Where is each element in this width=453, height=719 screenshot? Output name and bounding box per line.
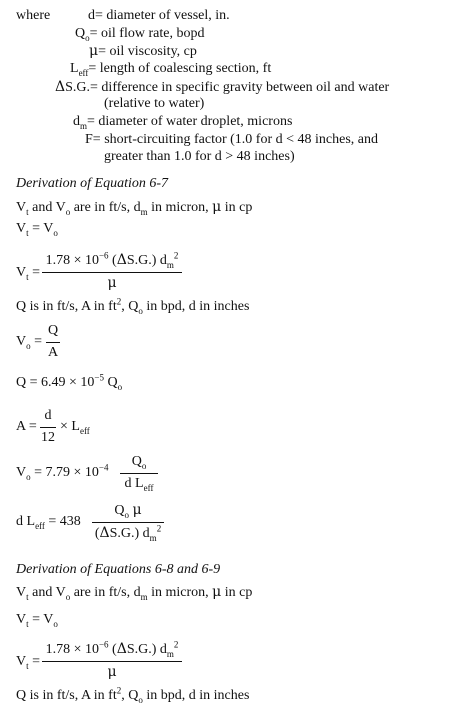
section1-eq-vo2-lhs: $V_o = 7.79 \times 10^{-4}$ xyxy=(16,462,109,482)
section2-units: $V_t$ and $V_o$ are in ft/s, $d_m$ in micron, μ in cp xyxy=(16,584,253,602)
section1-eq-vt-lhs: $V_t$ = xyxy=(16,265,41,282)
def-d: d= diameter of vessel, in. xyxy=(88,8,230,23)
def-leff: $L_{eff}=$ length of coalescing section, ft xyxy=(70,61,272,78)
section2-eq-vt-frac: $1.78 \times 10^{-6}$ (ΔS.G.) $d_m^2$ μ xyxy=(42,641,182,681)
def-dm: $d_m=$ diameter of water droplet, microns xyxy=(73,114,293,131)
section2-heading: Derivation of Equations 6-8 and 6-9 xyxy=(16,562,221,577)
where-label: where xyxy=(16,8,51,23)
def-f-cont: greater than 1.0 for d > 48 inches) xyxy=(104,149,295,164)
def-qo: $Q_o=$ oil flow rate, bopd xyxy=(75,26,205,43)
section1-eq-vt-frac: $1.78 \times 10^{-6}$ (ΔS.G.) $d_m^2$ μ xyxy=(42,252,182,292)
section1-eq-a-frac: d 12 xyxy=(41,408,55,445)
section2-eq-equal: $V_t = V_o$ xyxy=(16,612,58,629)
section1-units: $V_t$ and $V_o$ are in ft/s, $d_m$ in micron, μ in cp xyxy=(16,199,253,217)
def-f: F= short-circuiting factor (1.0 for d < 48 inches, and xyxy=(85,132,379,147)
section1-eq-q: $Q = 6.49 \times 10^{-5}$ $Q_o$ xyxy=(16,372,123,392)
section1-eq-vo-frac: Q A xyxy=(47,323,59,360)
section2-units2: Q is in ft/s, A in $ft^2$, $Q_o$ in bpd, d in inches xyxy=(16,685,250,705)
def-mu: μ= oil viscosity, cp xyxy=(89,43,197,59)
section1-eq-vo2-frac: $Q_o$ d $L_{eff}$ xyxy=(120,454,158,493)
def-dsg-cont: (relative to water) xyxy=(104,96,205,111)
section1-eq-dl-frac: $Q_o$ μ (ΔS.G.) $d_m^2$ xyxy=(92,502,164,543)
section1-units2: Q is in ft/s, A in $ft^2$, $Q_o$ in bpd, d in inches xyxy=(16,296,250,316)
section1-eq-a-lhs: A = xyxy=(16,419,37,434)
def-dsg: ΔS.G.= difference in specific gravity between oil and water xyxy=(55,79,390,95)
section1-eq-a-rhs: × $L_{eff}$ xyxy=(60,419,90,436)
section1-eq-equal: $V_t = V_o$ xyxy=(16,221,58,238)
section2-eq-vt-lhs: $V_t$ = xyxy=(16,654,41,671)
section1-heading: Derivation of Equation 6-7 xyxy=(16,176,169,191)
section1-eq-vo-lhs: $V_o$ = xyxy=(16,334,43,351)
section1-eq-dl-lhs: d $L_{eff} = 438$ xyxy=(16,514,81,531)
